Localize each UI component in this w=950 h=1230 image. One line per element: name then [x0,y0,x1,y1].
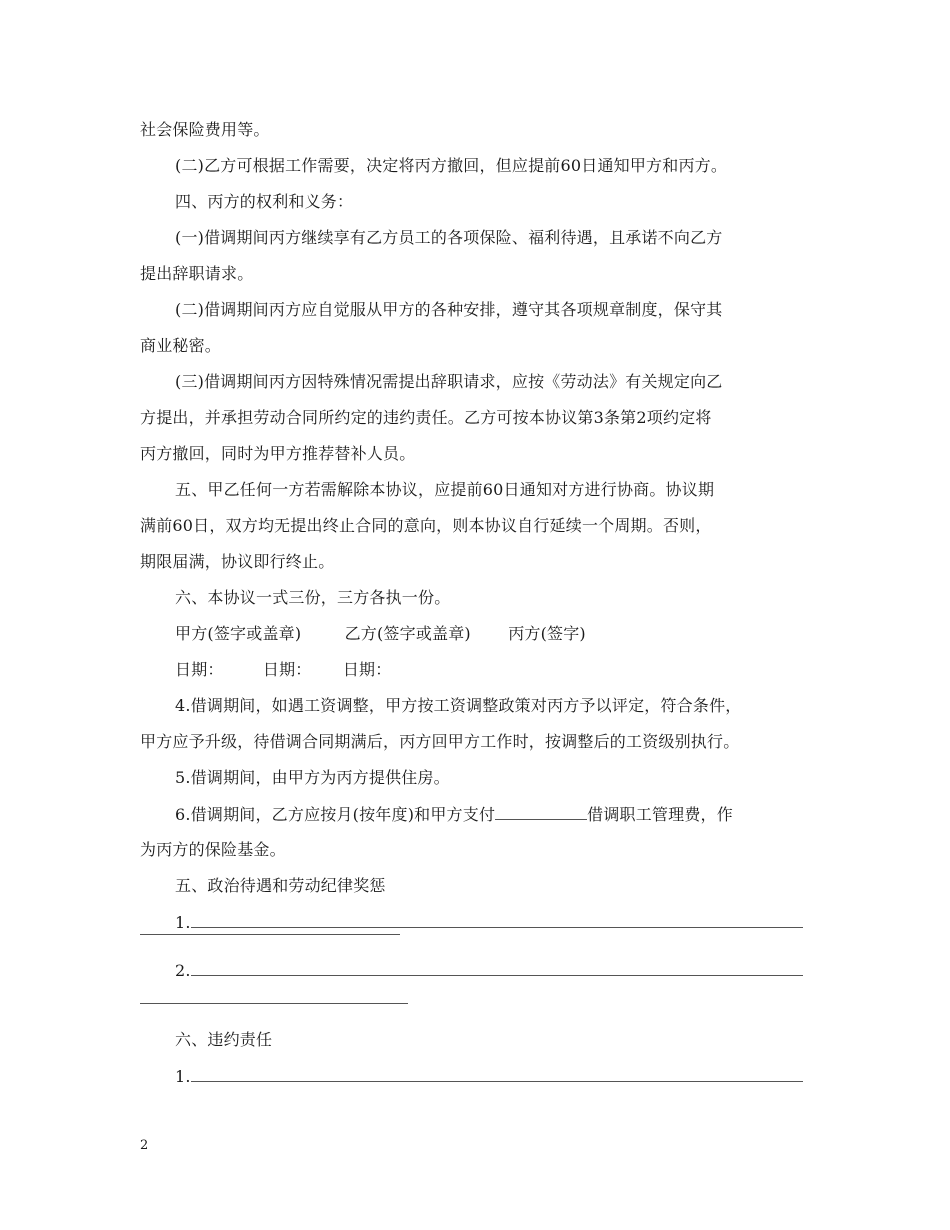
party-b-signature: 乙方(签字或盖章) [344,624,471,643]
text-line: 六、本协议一式三份，三方各执一份。 [175,588,451,607]
text-line: 丙方撤回，同时为甲方推荐替补人员。 [140,444,416,463]
text-line: 商业秘密。 [140,336,222,355]
numbered-item [175,1066,830,1087]
text-line: 4.借调期间，如遇工资调整，甲方按工资调整政策对丙方予以评定，符合条件， [175,696,742,715]
text-line: 五、甲乙任何一方若需解除本协议，应提前60日通知对方进行协商。协议期 [175,480,715,499]
text-line: 5.借调期间，由甲方为丙方提供住房。 [175,768,450,787]
page-number: 2 [140,1138,149,1153]
section-heading: 五、政治待遇和劳动纪律奖惩 [175,876,386,895]
text-line: 期限届满，协议即行终止。 [140,552,335,571]
fill-blank [191,960,803,976]
party-a-signature: 甲方(签字或盖章) [175,624,302,643]
fee-line-before: 6.借调期间，乙方应按月(按年度)和甲方支付 [175,805,496,824]
section-heading: 四、丙方的权利和义务： [175,192,354,211]
date-label-c: 日期： [342,660,392,679]
fill-blank [191,1066,803,1082]
fee-line [175,804,830,825]
date-row [175,660,830,680]
signature-row [175,624,830,644]
date-label-a: 日期： [175,660,224,679]
fill-blank-continuation [140,1003,408,1004]
date-label-b: 日期： [262,660,312,679]
fill-blank [191,912,803,928]
section-heading: 六、违约责任 [175,1030,273,1049]
fill-blank-continuation [140,934,400,935]
text-line: (二)乙方可根据工作需要，决定将丙方撤回，但应提前60日通知甲方和丙方。 [175,156,728,175]
text-line: (一)借调期间丙方继续享有乙方员工的各项保险、福利待遇，且承诺不向乙方 [175,228,723,247]
item-label: 2. [175,961,191,980]
text-line: (三)借调期间丙方因特殊情况需提出辞职请求，应按《劳动法》有关规定向乙 [175,372,723,391]
item-label: 1. [175,1067,191,1086]
text-line: (二)借调期间丙方应自觉服从甲方的各种安排，遵守其各项规章制度，保守其 [175,300,723,319]
text-line: 社会保险费用等。 [140,120,270,139]
numbered-item [175,912,830,933]
fee-blank [495,804,587,820]
text-line: 提出辞职请求。 [140,264,254,283]
item-label: 1. [175,913,191,932]
text-line: 方提出，并承担劳动合同所约定的违约责任。乙方可按本协议第3条第2项约定将 [140,408,712,427]
text-line: 甲方应予升级，待借调合同期满后，丙方回甲方工作时，按调整后的工资级别执行。 [140,732,740,751]
party-c-signature: 丙方(签字) [508,624,586,643]
fee-line-after: 借调职工管理费，作 [587,805,733,824]
text-line: 为丙方的保险基金。 [140,840,286,859]
numbered-item [175,960,830,981]
text-line: 满前60日，双方均无提出终止合同的意向，则本协议自行延续一个周期。否则， [140,516,712,535]
